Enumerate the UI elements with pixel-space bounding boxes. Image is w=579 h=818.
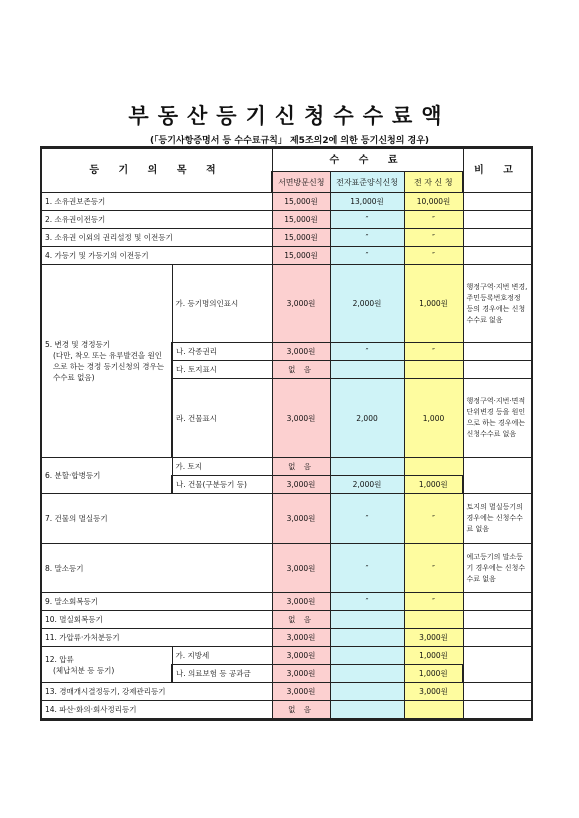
sub-label: 라. 건물표시: [172, 379, 272, 458]
remark: 행정구역·지번 변경, 주민등록번호정정 등의 경우에는 신청수수료 없음: [463, 265, 532, 343]
fee-electronic: ″: [404, 211, 463, 229]
row-label: 3. 소유권 이외의 권리설정 및 이전등기: [41, 229, 272, 247]
fee-visit: 3,000원: [272, 647, 330, 665]
fee-efs: ″: [330, 211, 404, 229]
header-purpose: 등 기 의 목 적: [41, 148, 272, 193]
fee-efs: ″: [330, 247, 404, 265]
remark: [463, 458, 532, 494]
fee-efs: [330, 701, 404, 720]
fee-efs: [330, 647, 404, 665]
remark: [463, 683, 532, 701]
row-label: 1. 소유권보존등기: [41, 193, 272, 211]
row-label: 9. 말소회복등기: [41, 593, 272, 611]
header-remarks: 비 고: [463, 148, 532, 193]
fee-visit: 3,000원: [272, 476, 330, 494]
fee-visit: 3,000원: [272, 343, 330, 361]
remark: [463, 593, 532, 611]
fee-visit: 없 음: [272, 701, 330, 720]
fee-visit: 3,000원: [272, 265, 330, 343]
remark: [463, 701, 532, 720]
table-row: [41, 247, 532, 265]
sub-label: 다. 토지표시: [172, 361, 272, 379]
fee-efs: [330, 629, 404, 647]
row-label: 6. 분할·합병등기: [41, 458, 172, 494]
fee-efs: 2,000: [330, 379, 404, 458]
table-row: [41, 701, 532, 720]
fee-electronic: 1,000: [404, 379, 463, 458]
fee-table: [40, 146, 533, 721]
fee-efs: [330, 611, 404, 629]
row-label: [41, 265, 172, 458]
table-row: [41, 629, 532, 647]
fee-efs: [330, 361, 404, 379]
remark: [463, 211, 532, 229]
fee-efs: ″: [330, 229, 404, 247]
sub-label: 나. 각종권리: [172, 343, 272, 361]
fee-visit: 3,000원: [272, 593, 330, 611]
row-label: 11. 가압류·가처분등기: [41, 629, 272, 647]
fee-visit: 15,000원: [272, 229, 330, 247]
sub-label: 나. 건물(구분등기 등): [172, 476, 272, 494]
row-label: [41, 647, 172, 683]
fee-visit: 없 음: [272, 458, 330, 476]
fee-electronic: ″: [404, 229, 463, 247]
remark: [463, 343, 532, 361]
table-row: [41, 193, 532, 211]
fee-electronic: 1,000원: [404, 265, 463, 343]
fee-efs: [330, 683, 404, 701]
row-label: 14. 파산·화의·회사정리등기: [41, 701, 272, 720]
remark: [463, 247, 532, 265]
sub-label: 가. 토지: [172, 458, 272, 476]
fee-efs: ″: [330, 544, 404, 593]
page-title: 부동산등기신청수수료액: [128, 104, 451, 128]
fee-visit: 3,000원: [272, 379, 330, 458]
row-label: 4. 가등기 및 가등기의 이전등기: [41, 247, 272, 265]
sub-label: 가. 지방세: [172, 647, 272, 665]
fee-efs: ″: [330, 343, 404, 361]
table-row: [41, 494, 532, 544]
fee-visit: 3,000원: [272, 544, 330, 593]
remark: 예고등기의 말소등기 경우에는 신청수수료 없음: [463, 544, 532, 593]
remark: [463, 193, 532, 211]
fee-visit: 없 음: [272, 611, 330, 629]
fee-electronic: 1,000원: [404, 647, 463, 665]
row-label: 10. 멸실회복등기: [41, 611, 272, 629]
fee-visit: 3,000원: [272, 665, 330, 683]
fee-electronic: 1,000원: [404, 665, 463, 683]
remark: 행정구역·지번·면적단위변경 등을 원인으로 하는 경우에는 신청수수료 없음: [463, 379, 532, 458]
table-row: [41, 211, 532, 229]
row-label-title: 5. 변경 및 경정등기: [45, 340, 111, 349]
remark: 토지의 멸실등기의 경우에는 신청수수료 없음: [463, 494, 532, 544]
fee-efs: [330, 458, 404, 476]
table-row: [41, 611, 532, 629]
fee-visit: 15,000원: [272, 193, 330, 211]
fee-visit: 3,000원: [272, 683, 330, 701]
fee-electronic: ″: [404, 343, 463, 361]
fee-electronic: 3,000원: [404, 683, 463, 701]
row-label-desc: (체납처분 등 등기): [53, 665, 115, 675]
row-label: 8. 말소등기: [41, 544, 272, 593]
header-visit: 서면방문신청: [272, 172, 330, 193]
table-row: [41, 593, 532, 611]
page-subtitle: (「등기사항증명서 등 수수료규칙」 제5조의2에 의한 등기신청의 경우): [149, 136, 430, 146]
remark: [463, 229, 532, 247]
fee-visit: 3,000원: [272, 629, 330, 647]
fee-electronic: [404, 361, 463, 379]
sub-label: 가. 등기명의인표시: [172, 265, 272, 343]
fee-electronic: [404, 611, 463, 629]
fee-efs: 2,000원: [330, 476, 404, 494]
remark: [463, 611, 532, 629]
header-fee: 수 수 료: [272, 148, 463, 172]
row-label: 2. 소유권이전등기: [41, 211, 272, 229]
table-row: [41, 229, 532, 247]
remark: [463, 361, 532, 379]
table-row: [41, 544, 532, 593]
fee-electronic: 3,000원: [404, 629, 463, 647]
fee-efs: [330, 665, 404, 683]
fee-visit: 15,000원: [272, 211, 330, 229]
fee-efs: 13,000원: [330, 193, 404, 211]
remark: [463, 629, 532, 647]
fee-electronic: 1,000원: [404, 476, 463, 494]
fee-electronic: [404, 701, 463, 720]
header-electronic: 전 자 신 청: [404, 172, 463, 193]
row-label: 7. 건물의 멸실등기: [41, 494, 272, 544]
table-row: [41, 265, 532, 343]
fee-electronic: ″: [404, 593, 463, 611]
row-label-desc: (다만, 착오 또는 유루발견을 원인으로 하는 경정 등기신청의 경우는 수수료 없음): [53, 351, 164, 382]
table-row: [41, 458, 532, 476]
fee-efs: ″: [330, 494, 404, 544]
row-label: 13. 경매개시결정등기, 강제관리등기: [41, 683, 272, 701]
table-row: [41, 683, 532, 701]
fee-electronic: [404, 458, 463, 476]
fee-efs: ″: [330, 593, 404, 611]
remark: [463, 647, 532, 683]
fee-electronic: ″: [404, 494, 463, 544]
fee-electronic: 10,000원: [404, 193, 463, 211]
header-efs: 전자표준양식신청: [330, 172, 404, 193]
fee-electronic: ″: [404, 247, 463, 265]
table-row: [41, 647, 532, 665]
row-label-title: 12. 압류: [45, 654, 74, 664]
fee-visit: 15,000원: [272, 247, 330, 265]
sub-label: 나. 의료보험 등 공과금: [172, 665, 272, 683]
fee-visit: 3,000원: [272, 494, 330, 544]
fee-visit: 없 음: [272, 361, 330, 379]
fee-efs: 2,000원: [330, 265, 404, 343]
fee-electronic: ″: [404, 544, 463, 593]
